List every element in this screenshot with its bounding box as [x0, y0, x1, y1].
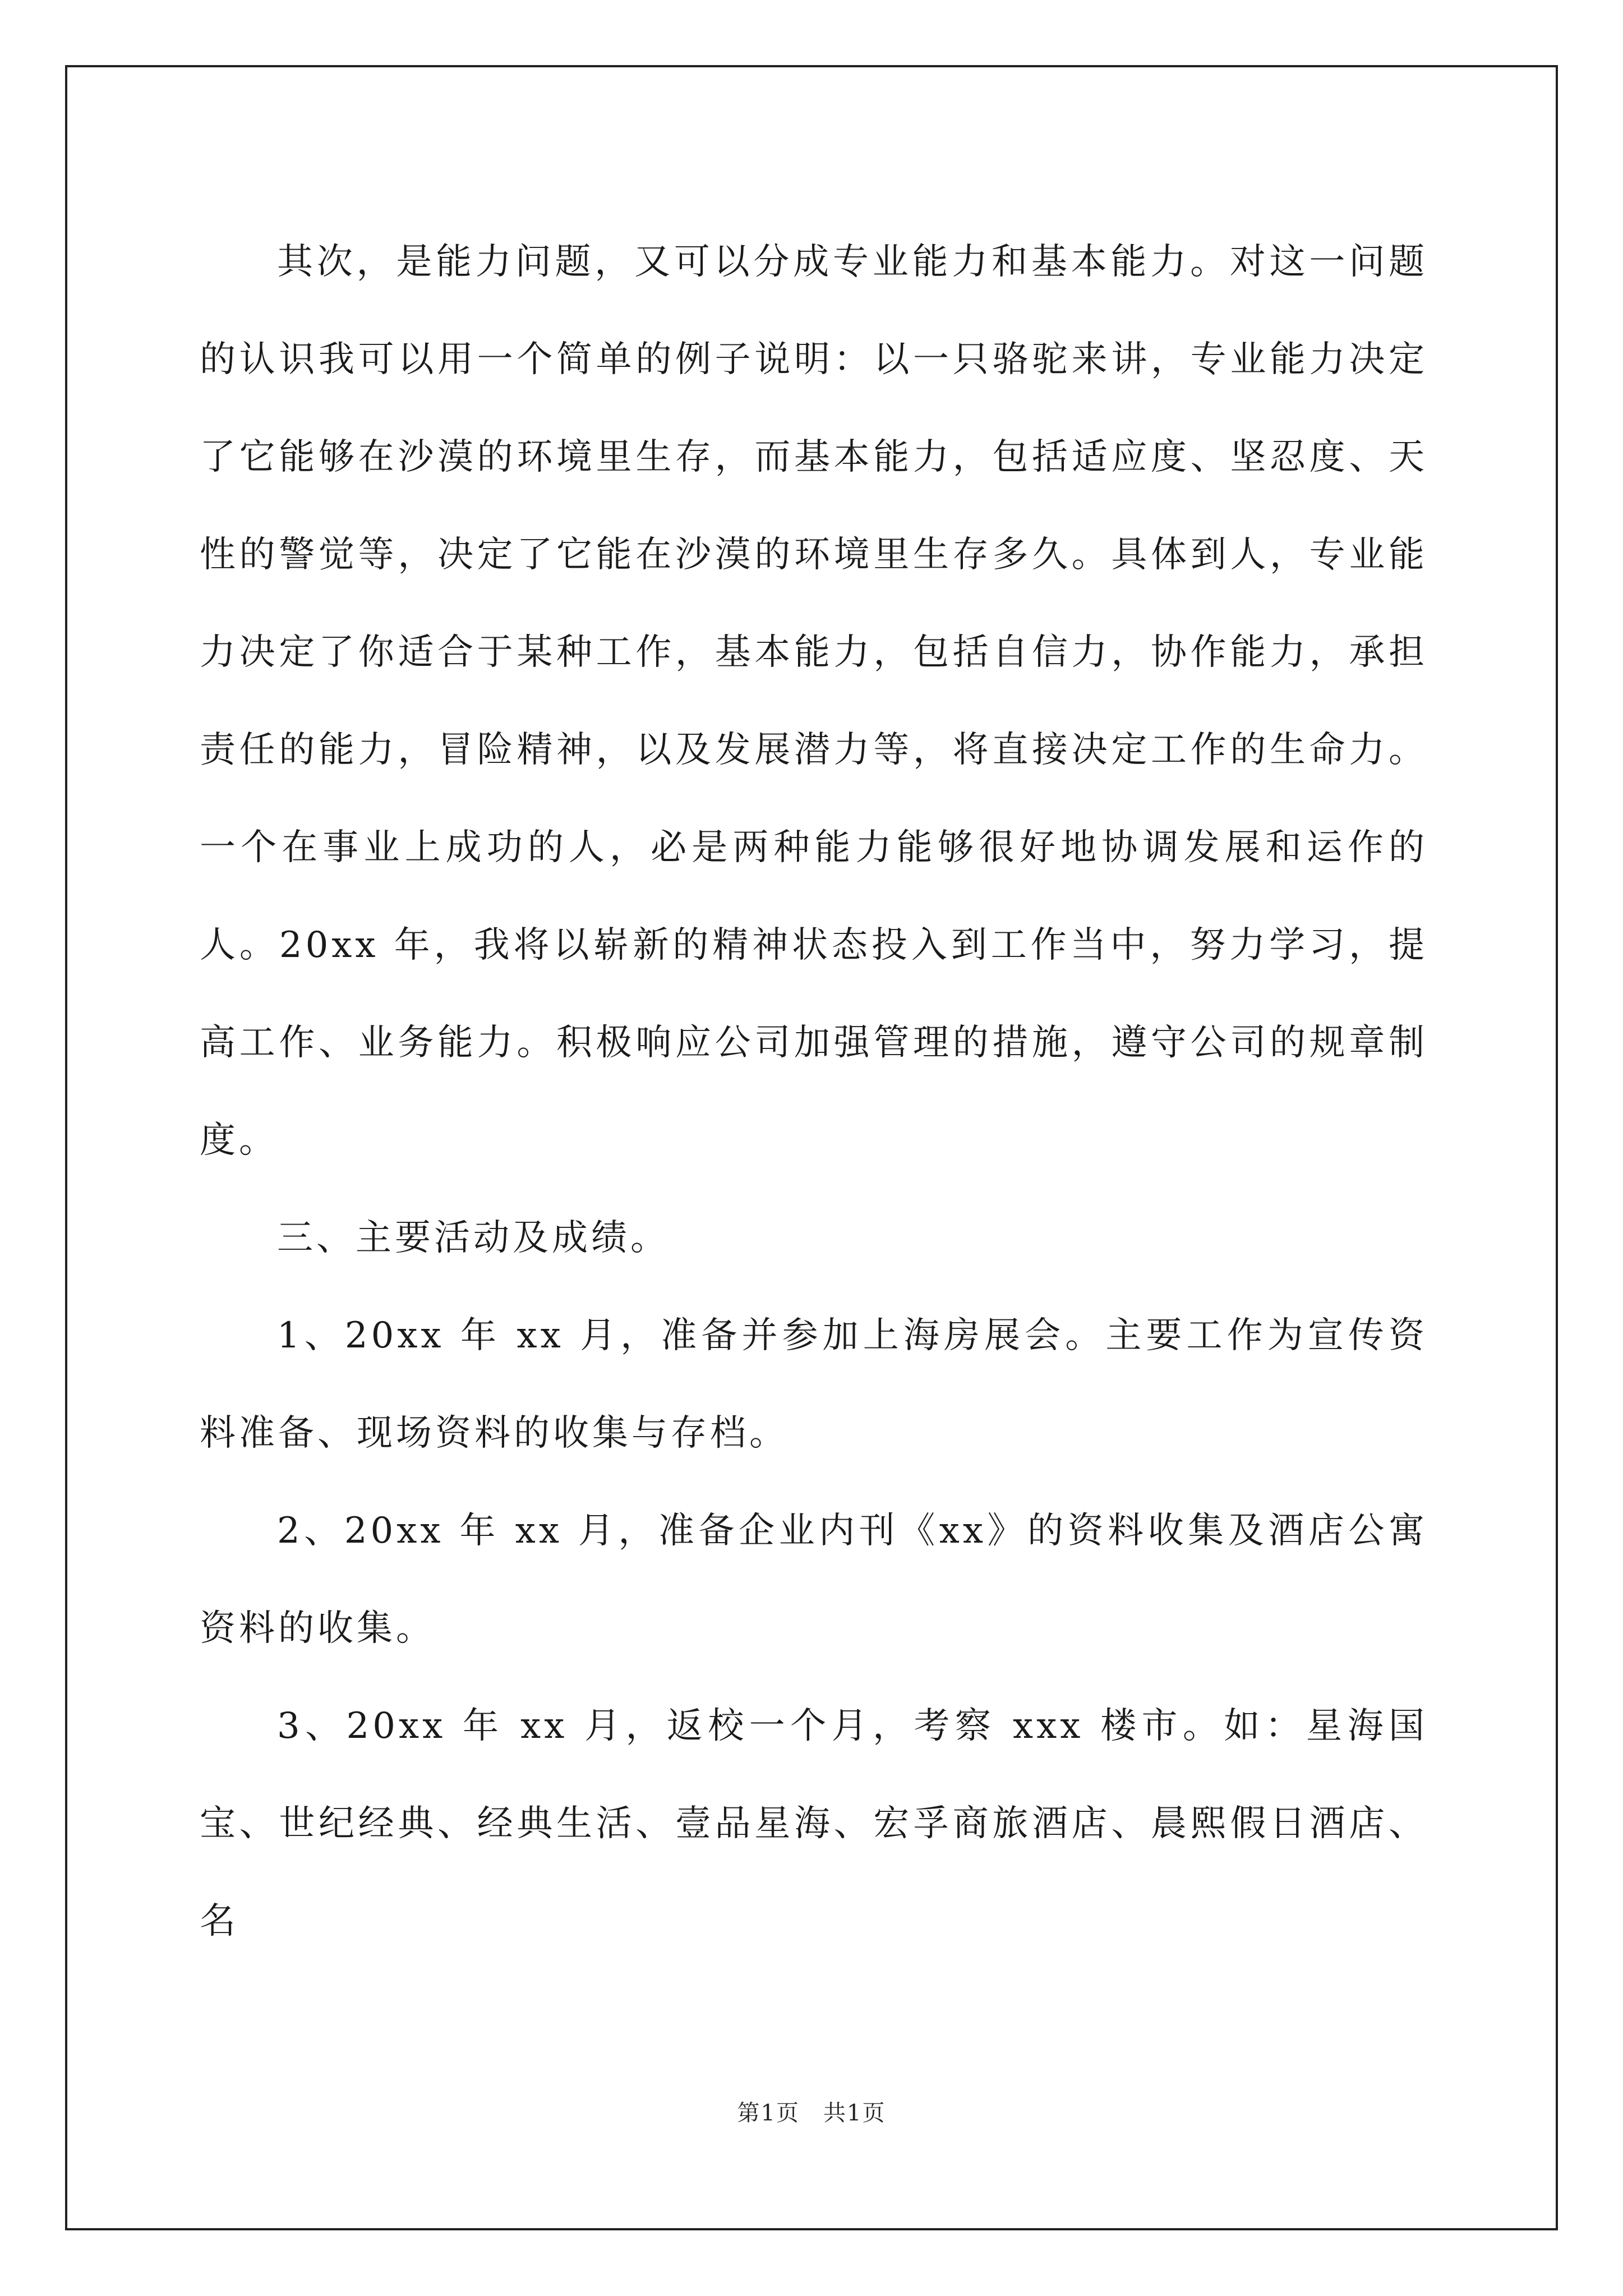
list-item-2: 2、20xx 年 xx 月，准备企业内刊《xx》的资料收集及酒店公寓资料的收集。 — [200, 1510, 1428, 1649]
page-number-footer: 第1页 共1页 — [737, 2100, 886, 2126]
paragraph-ability: 其次，是能力问题，又可以分成专业能力和基本能力。对这一问题的认识我可以用一个简单的例子说明：以一只骆驼来讲，专业能力决定了它能够在沙漠的环境里生存，而基本能力，包括适应度、坚忍度、天性的警觉等，决定了它能在沙漠的环境里生存多久。具体到人，专业能力决定了你适合于某种工作，基本能力，包括自信力，协作能力，承担责任的能力，冒险精神，以及发展潜力等，将直接决定工作的生命力。一个在事业上成功的人，必是两种能力能够很好地协调发展和运作的人。20xx 年，我将以崭新的精神状态投入到工作当中，努力学习，提高工作、业务能力。积极响应公司加强管理的措施，遵守公司的规章制度。 — [200, 241, 1428, 1161]
list-item-3: 3、20xx 年 xx 月，返校一个月，考察 xxx 楼市。如：星海国宝、世纪经典、经典生活、壹品星海、宏孚商旅酒店、晨熙假日酒店、名 — [200, 1705, 1428, 1942]
section-heading-activities: 三、主要活动及成绩。 — [277, 1217, 670, 1259]
document-body — [200, 213, 1428, 1970]
list-item-1: 1、20xx 年 xx 月，准备并参加上海房展会。主要工作为宣传资料准备、现场资料的收集与存档。 — [200, 1315, 1428, 1454]
